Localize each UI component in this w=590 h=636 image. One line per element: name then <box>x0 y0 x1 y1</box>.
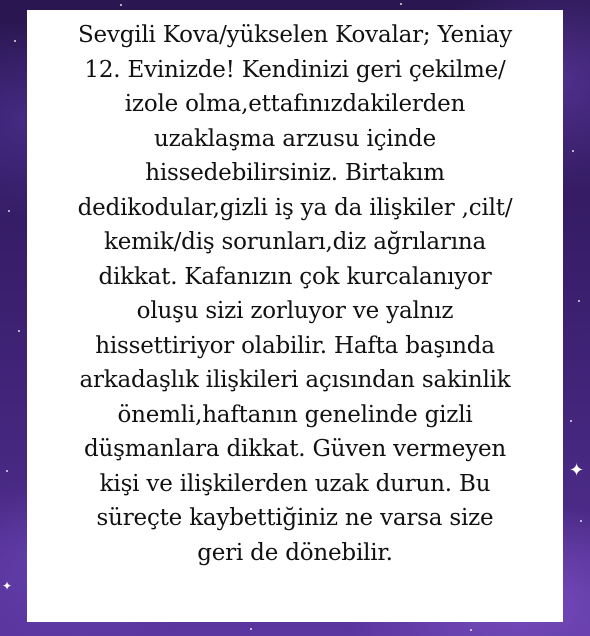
star-decoration <box>578 300 580 302</box>
star-decoration <box>18 330 20 332</box>
horoscope-text <box>37 18 553 570</box>
text-line: 12. Evinizde! Kendinizi geri çekilme/ <box>84 56 506 83</box>
text-line: süreçte kaybettiğiniz ne varsa size <box>96 505 494 531</box>
text-line: kemik/diş sorunları,diz ağrılarına <box>103 229 487 255</box>
star-decoration <box>14 40 16 42</box>
text-line: dedikodular,gizli iş ya da ilişkiler ,cilt/ <box>77 194 513 221</box>
star-decoration <box>572 150 574 152</box>
text-line: düşmanlara dikkat. Güven vermeyen <box>83 436 507 462</box>
text-line: hissedebilirsiniz. Birtakım <box>145 160 445 186</box>
text-line: kişi ve ilişkilerden uzak durun. Bu <box>99 470 491 497</box>
sparkle-icon: ✦ <box>2 579 13 593</box>
star-decoration <box>250 628 252 630</box>
sparkle-icon: ✦ <box>569 460 585 481</box>
star-decoration <box>470 629 472 631</box>
text-line: oluşu sizi zorluyor ve yalnız <box>136 298 454 324</box>
star-decoration <box>6 470 8 472</box>
star-decoration <box>570 420 572 422</box>
text-line: uzaklaşma arzusu içinde <box>154 125 436 152</box>
text-line: dikkat. Kafanızın çok kurcalanıyor <box>98 263 492 290</box>
star-decoration <box>8 210 10 212</box>
star-decoration <box>580 520 582 522</box>
horoscope-text-card <box>27 10 563 622</box>
text-line: önemli,haftanın genelinde gizli <box>117 401 473 428</box>
star-decoration <box>400 3 402 5</box>
text-line: arkadaşlık ilişkileri açısından sakinlik <box>79 367 511 393</box>
text-line: hissettiriyor olabilir. Hafta başında <box>95 332 495 359</box>
text-line: Sevgili Kova/yükselen Kovalar; Yeniay <box>77 22 513 48</box>
star-decoration <box>120 4 122 6</box>
text-line: geri de dönebilir. <box>197 539 393 566</box>
text-line: izole olma,ettafınızdakilerden <box>124 91 466 117</box>
